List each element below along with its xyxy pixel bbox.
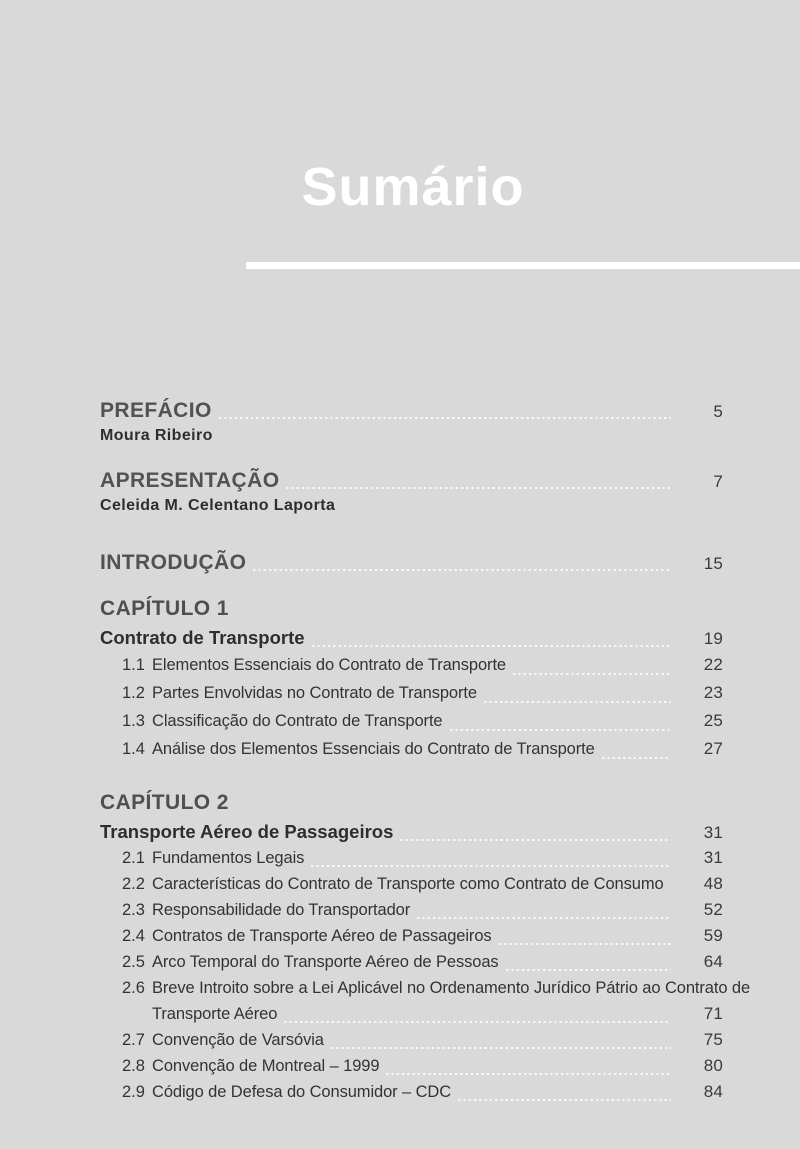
toc-entry-page: 22 [703, 655, 723, 674]
leader-dots [506, 969, 671, 971]
toc-front-item [100, 398, 723, 445]
toc-entry-page: 31 [703, 823, 723, 842]
table-of-contents [100, 398, 751, 1105]
toc-entry [100, 679, 723, 707]
leader-dots [602, 757, 671, 759]
toc-entry-number: 2.7 [122, 1031, 145, 1049]
toc-entry-author: Celeida M. Celentano Laporta [100, 497, 336, 514]
leader-dots [311, 865, 671, 867]
leader-dots [484, 701, 671, 703]
toc-entry [100, 949, 723, 975]
toc-entry-title: Contratos de Transporte Aéreo de Passageiros [152, 927, 492, 945]
toc-entry-number: 2.5 [122, 953, 145, 971]
toc-entry-line-1 [100, 975, 751, 1001]
toc-entry [100, 975, 751, 1027]
toc-entry-page: 64 [703, 952, 723, 971]
toc-entry-page: 15 [703, 554, 723, 573]
toc-entry [100, 897, 723, 923]
leader-dots [513, 673, 671, 675]
toc-entry [100, 845, 723, 871]
toc-entry [100, 398, 723, 423]
toc-entry-page: 71 [703, 1004, 723, 1023]
toc-entry-number: 1.1 [122, 656, 145, 674]
toc-entry [100, 1053, 723, 1079]
toc-entry-page: 52 [703, 900, 723, 919]
toc-entry-title: Partes Envolvidas no Contrato de Transporte [152, 684, 477, 702]
toc-entry-title-continued: Transporte Aéreo [152, 1005, 278, 1023]
toc-entry-page: 48 [703, 874, 723, 893]
toc-entry-title: Características do Contrato de Transporte como Contrato de Consumo [152, 875, 664, 893]
toc-entry-page: 19 [703, 629, 723, 648]
toc-chapter [100, 790, 751, 1105]
toc-entry-number: 2.6 [122, 979, 145, 997]
leader-dots [253, 569, 671, 571]
toc-entry-author: Moura Ribeiro [100, 427, 213, 444]
toc-entry-title: Análise dos Elementos Essenciais do Contrato de Transporte [152, 740, 595, 758]
toc-entry-title: Convenção de Montreal – 1999 [152, 1057, 380, 1075]
leader-dots [286, 487, 671, 489]
toc-entry [100, 550, 723, 575]
toc-entry-number: 2.3 [122, 901, 145, 919]
toc-entry-label: APRESENTAÇÃO [100, 469, 280, 492]
leader-dots [386, 1073, 671, 1075]
toc-entry [100, 923, 723, 949]
chapter-heading: CAPÍTULO 1 [100, 597, 229, 620]
toc-entry-number: 1.3 [122, 712, 145, 730]
toc-entry-title: Arco Temporal do Transporte Aéreo de Pessoas [152, 953, 499, 971]
toc-chapter [100, 596, 723, 763]
toc-entry-number: 1.4 [122, 740, 145, 758]
toc-entry-page: 27 [703, 739, 723, 758]
title-rule [246, 262, 800, 269]
toc-entry-label: INTRODUÇÃO [100, 551, 247, 574]
toc-entry [100, 625, 723, 651]
toc-entry-number: 1.2 [122, 684, 145, 702]
toc-entry-page: 31 [703, 848, 723, 867]
toc-entry-title: Código de Defesa do Consumidor – CDC [152, 1083, 452, 1101]
toc-entry-page: 25 [703, 711, 723, 730]
toc-entry-number: 2.9 [122, 1083, 145, 1101]
leader-dots [400, 839, 671, 841]
toc-entry-page: 5 [713, 402, 723, 421]
toc-front-item [100, 550, 723, 575]
leader-dots [312, 645, 671, 647]
leader-dots [458, 1099, 671, 1101]
toc-entry-title: Convenção de Varsóvia [152, 1031, 324, 1049]
toc-entry [100, 735, 723, 763]
toc-entry-title: Breve Introito sobre a Lei Aplicável no Ordenamento Jurídico Pátrio ao Contrato de [152, 979, 751, 997]
chapter-title: Transporte Aéreo de Passageiros [100, 821, 394, 842]
chapter-title: Contrato de Transporte [100, 627, 305, 648]
toc-entry-title: Elementos Essenciais do Contrato de Transporte [152, 656, 507, 674]
toc-entry-label: PREFÁCIO [100, 399, 212, 422]
toc-entry [100, 1027, 723, 1053]
leader-dots [331, 1047, 671, 1049]
toc-entry [100, 468, 723, 493]
leader-dots [450, 729, 671, 731]
page-title: Sumário [301, 157, 525, 217]
toc-front-item [100, 468, 723, 515]
toc-entry-title: Classificação do Contrato de Transporte [152, 712, 443, 730]
chapter-heading: CAPÍTULO 2 [100, 791, 229, 814]
leader-dots [417, 917, 671, 919]
toc-entry [100, 871, 723, 897]
toc-entry [100, 819, 723, 845]
toc-entry [100, 651, 723, 679]
toc-entry-line-2 [100, 1001, 723, 1027]
toc-entry-title: Fundamentos Legais [152, 849, 305, 867]
toc-entry [100, 1079, 723, 1105]
toc-entry-page: 7 [713, 472, 723, 491]
toc-entry-number: 2.1 [122, 849, 145, 867]
toc-entry-number: 2.2 [122, 875, 145, 893]
toc-entry-page: 84 [703, 1082, 723, 1101]
toc-entry-page: 59 [703, 926, 723, 945]
leader-dots [499, 943, 671, 945]
toc-entry-page: 80 [703, 1056, 723, 1075]
toc-entry-page: 23 [703, 683, 723, 702]
toc-entry-number: 2.8 [122, 1057, 145, 1075]
leader-dots [219, 417, 671, 419]
leader-dots [284, 1021, 671, 1023]
toc-entry-number: 2.4 [122, 927, 145, 945]
toc-entry-page: 75 [703, 1030, 723, 1049]
toc-entry-title: Responsabilidade do Transportador [152, 901, 411, 919]
toc-entry [100, 707, 723, 735]
